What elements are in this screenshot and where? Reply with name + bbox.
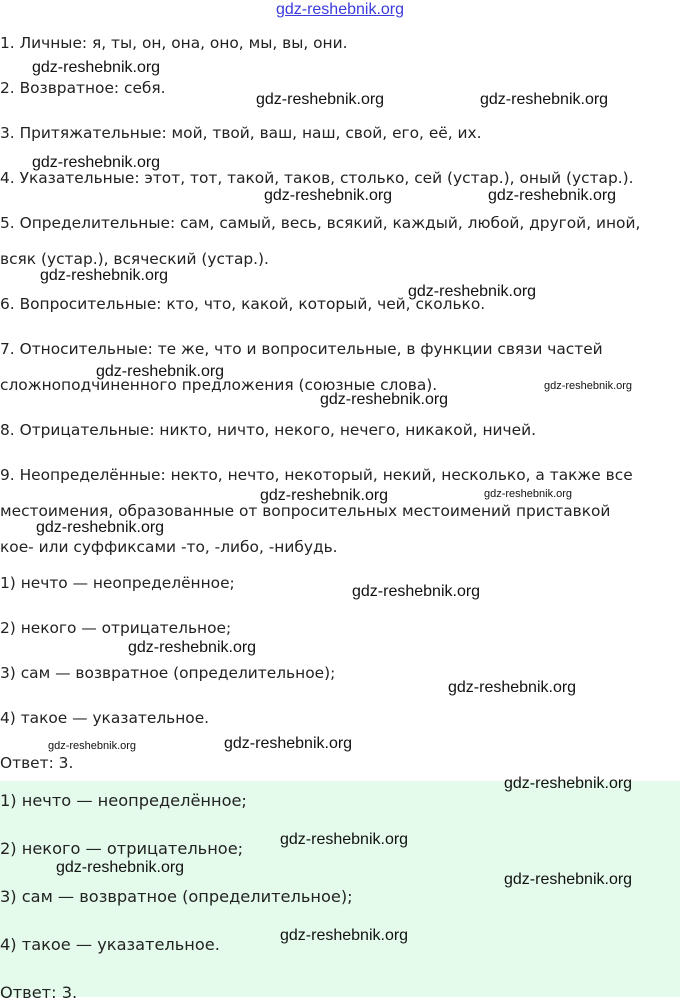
watermark: gdz-reshebnik.org: [488, 187, 617, 204]
theory-line: местоимения, образованные от вопросительных местоимений приставкой: [0, 502, 611, 520]
answer-text: Ответ: 3.: [0, 754, 74, 772]
watermark: gdz-reshebnik.org: [32, 59, 161, 76]
watermark: gdz-reshebnik.org: [40, 267, 169, 284]
theory-line: 3. Притяжательные: мой, твой, ваш, наш, свой, его, её, их.: [0, 124, 482, 142]
theory-line: кое- или суффиксами -то, -либо, -нибудь.: [0, 538, 338, 556]
site-link[interactable]: gdz-reshebnik.org: [275, 1, 405, 18]
watermark: gdz-reshebnik.org: [260, 487, 389, 504]
watermark: gdz-reshebnik.org: [256, 91, 385, 108]
solution-line: 2) некого — отрицательное;: [0, 619, 232, 637]
solution-line: 4) такое — указательное.: [0, 709, 210, 727]
theory-line: 5. Определительные: сам, самый, весь, всякий, каждый, любой, другой, иной,: [0, 214, 641, 232]
watermark: gdz-reshebnik.org: [264, 187, 393, 204]
watermark: gdz-reshebnik.org: [56, 859, 185, 876]
answer-box-line: Ответ: 3.: [0, 983, 78, 1002]
watermark: gdz-reshebnik.org: [448, 679, 577, 696]
theory-line: 1. Личные: я, ты, он, она, оно, мы, вы, они.: [0, 34, 348, 52]
theory-line: всяк (устар.), всяческий (устар.).: [0, 250, 269, 268]
watermark: gdz-reshebnik.org: [352, 583, 481, 600]
answer-box-line: 2) некого — отрицательное;: [0, 839, 244, 858]
watermark: gdz-reshebnik.org: [48, 740, 137, 752]
watermark: gdz-reshebnik.org: [280, 831, 409, 848]
theory-line: 9. Неопределённые: некто, нечто, некоторый, некий, несколько, а также все: [0, 466, 633, 484]
solution-line: 1) нечто — неопределённое;: [0, 574, 235, 592]
watermark: gdz-reshebnik.org: [128, 639, 257, 656]
answer-box-line: 1) нечто — неопределённое;: [0, 791, 247, 810]
solution-line: 3) сам — возвратное (определительное);: [0, 664, 336, 682]
watermark: gdz-reshebnik.org: [408, 283, 537, 300]
theory-line: 6. Вопросительные: кто, что, какой, который, чей, сколько.: [0, 295, 486, 313]
watermark: gdz-reshebnik.org: [96, 363, 225, 380]
theory-line: 8. Отрицательные: никто, ничто, некого, нечего, никакой, ничей.: [0, 421, 537, 439]
watermark: gdz-reshebnik.org: [224, 735, 353, 752]
theory-line: 2. Возвратное: себя.: [0, 79, 166, 97]
watermark: gdz-reshebnik.org: [504, 871, 633, 888]
watermark: gdz-reshebnik.org: [544, 380, 633, 392]
answer-box-line: 4) такое — указательное.: [0, 935, 220, 954]
watermark: gdz-reshebnik.org: [484, 488, 573, 500]
watermark: gdz-reshebnik.org: [280, 927, 409, 944]
watermark: gdz-reshebnik.org: [320, 391, 449, 408]
watermark: gdz-reshebnik.org: [32, 154, 161, 171]
watermark: gdz-reshebnik.org: [504, 775, 633, 792]
theory-line: 7. Относительные: те же, что и вопросительные, в функции связи частей: [0, 340, 603, 358]
theory-line: сложноподчиненного предложения (союзные слова).: [0, 376, 438, 394]
watermark: gdz-reshebnik.org: [36, 519, 165, 536]
theory-line: 4. Указательные: этот, тот, такой, таков, столько, сей (устар.), оный (устар.).: [0, 169, 634, 187]
answer-box-line: 3) сам — возвратное (определительное);: [0, 887, 353, 906]
watermark: gdz-reshebnik.org: [480, 91, 609, 108]
